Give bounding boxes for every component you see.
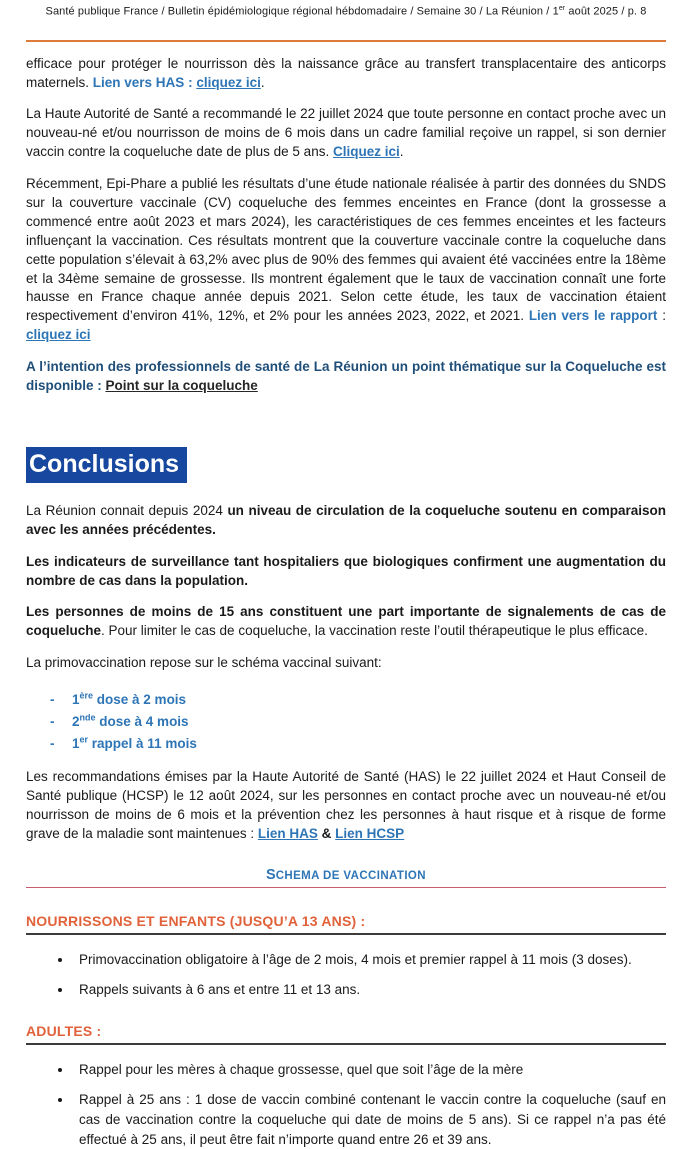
paragraph-recommandations-maintenues: [26, 768, 666, 844]
title-rest: CHEMA DE VACCINATION: [275, 869, 426, 882]
vaccination-schedule-list: [50, 689, 666, 755]
title-initial: S: [266, 866, 276, 883]
list-item: • Rappels suivants à 6 ans et entre 11 et 13 ans.: [73, 980, 666, 1000]
dash-bullet: -: [50, 692, 55, 708]
lien-has-link[interactable]: Lien HAS: [257, 825, 318, 841]
dash-bullet: -: [50, 714, 55, 730]
list-item: • Primovaccination obligatoire à l’âge de 2 mois, 4 mois et premier rappel à 11 mois (3 doses).: [73, 950, 666, 970]
list-item: • Rappel à 25 ans : 1 dose de vaccin combiné contenant le vaccin contre la coqueluche (sauf en cas de vaccination contre la coqueluche qui date de moins de 5 ans). Si ce rappel n’a pas été effectué à 25 ans, il peut être fait n’importe quand entre 26 et 39 ans.: [73, 1090, 666, 1149]
paragraph-text: efficace pour protéger le nourrisson dès la naissance grâce au transfert transplacentaire des anticorps maternels.: [26, 55, 666, 90]
document-header: [26, 5, 666, 18]
paragraph-text: La Haute Autorité de Santé a recommandé le 22 juillet 2024 que toute personne en contact proche avec un nouveau-né et/ou nourrisson de moins de 6 mois dans un cadre familial reçoive un rappel, si son dernier vaccin contre la coqueluche date de plus de 5 ans.: [26, 106, 666, 160]
list-item: [50, 733, 666, 755]
paragraph-transfert-anticorps: [26, 55, 666, 93]
ordinal-superscript: ère: [79, 690, 94, 701]
point-coqueluche-link[interactable]: Point sur la coqueluche: [105, 378, 258, 394]
list-item: [50, 711, 666, 733]
bold-text: Les indicateurs de surveillance tant hospitaliers que biologiques confirment une augmentation du nombre de cas dans la population.: [26, 553, 666, 588]
paragraph-text: Récemment, Epi-Phare a publié les résultats d’une étude nationale réalisée à partir des données du SNDS sur la couverture vaccinale (CV) coqueluche des femmes enceintes en France (dont la grossesse a commencé entre août 2023 et mars 2024), les caractéristiques de ces femmes enceintes et les facteurs influençant la vaccination. Ces résultats montrent que la couverture vaccinale contre la coqueluche dans cette population s’élevait à 63,2% avec plus de 90% des femmes qui avaient été vaccinées entre la 18ème et la 34ème semaine de grossesse. Ils montrent également que le taux de vaccination connaît une forte hausse en France chaque année depuis 2021. Selon cette étude, les taux de vaccination étaient respectivement d’environ 41%, 12%, et 2% pour les années 2023, 2022, et 2021.: [26, 176, 666, 324]
label-colon: :: [657, 308, 666, 324]
list-item: [50, 689, 666, 711]
paragraph-text: Les recommandations émises par la Haute Autorité de Santé (HAS) le 22 juillet 2024 et Haut Conseil de Santé publique (HCSP) le 12 août 2024, sur les personnes en contact proche avec un nouveau-né et/ou nourrisson de moins de 6 mois et la prévention chez les personnes à haut risque et à risque de forme grave de la maladie sont maintenues :: [26, 769, 666, 841]
has-link[interactable]: cliquez ici: [196, 74, 261, 90]
paragraph-point-thematique: [26, 358, 666, 396]
paragraph-text: A l’intention des professionnels de santé de La Réunion un point thématique sur la Coqueluche est disponible :: [26, 359, 666, 394]
dash-bullet: -: [50, 736, 55, 752]
links-separator: &: [317, 825, 336, 841]
header-text-suffix: août 2025 / p. 8: [565, 5, 647, 18]
primovaccination-intro: La primovaccination repose sur le schéma vaccinal suivant:: [26, 655, 382, 671]
orange-divider: [26, 40, 666, 42]
nourrissons-bullet-list: [26, 950, 666, 1000]
has-link-label: Lien vers HAS :: [92, 74, 197, 90]
paragraph-has-recommandation: [26, 105, 666, 162]
rapport-link-label: Lien vers le rapport: [528, 308, 658, 324]
sentence-end: .: [212, 521, 216, 537]
paragraph-text: La Réunion connait depuis 2024: [26, 502, 228, 518]
header-text: Santé publique France / Bulletin épidémiologique régional hébdomadaire / Semaine 30 / La Réunion / 1: [45, 5, 559, 18]
schema-vaccination-title: [26, 867, 666, 884]
bold-text: Les personnes de moins de 15 ans constituent une part importante de signalements de cas de coqueluche: [26, 604, 666, 639]
conclusion-circulation: [26, 502, 666, 540]
rapport-link[interactable]: cliquez ici: [26, 327, 91, 343]
adultes-bullet-list: [26, 1060, 666, 1149]
sentence-end: .: [399, 144, 404, 160]
header-superscript: er: [558, 5, 566, 12]
section-heading-nourrissons: NOURRISSONS ET ENFANTS (JUSQU’A 13 ANS) :: [26, 913, 666, 935]
dose-text: 2nde dose à 4 mois: [72, 712, 189, 730]
conclusions-heading: Conclusions: [26, 447, 187, 483]
conclusion-indicateurs: [26, 553, 666, 591]
list-item: • Rappel pour les mères à chaque grossesse, quel que soit l’âge de la mère: [73, 1060, 666, 1080]
dose-text: 1ère dose à 2 mois: [72, 690, 187, 708]
paragraph-epiphare-etude: [26, 175, 666, 345]
ordinal-superscript: er: [79, 734, 89, 745]
section-heading-adultes: ADULTES :: [26, 1023, 666, 1045]
cliquez-ici-link[interactable]: Cliquez ici: [332, 144, 400, 160]
lien-hcsp-link[interactable]: Lien HCSP: [335, 825, 405, 841]
paragraph-text: . Pour limiter le cas de coqueluche, la vaccination reste l’outil thérapeutique le plus efficace.: [101, 623, 648, 639]
dose-text: 1er rappel à 11 mois: [72, 734, 197, 752]
sentence-end: .: [260, 74, 265, 90]
bold-text: un niveau de circulation de la coqueluche soutenu en comparaison avec les années précédentes: [26, 502, 667, 537]
ordinal-superscript: nde: [79, 712, 96, 723]
pink-divider: [26, 887, 666, 888]
conclusion-moins-15-ans: [26, 603, 666, 641]
